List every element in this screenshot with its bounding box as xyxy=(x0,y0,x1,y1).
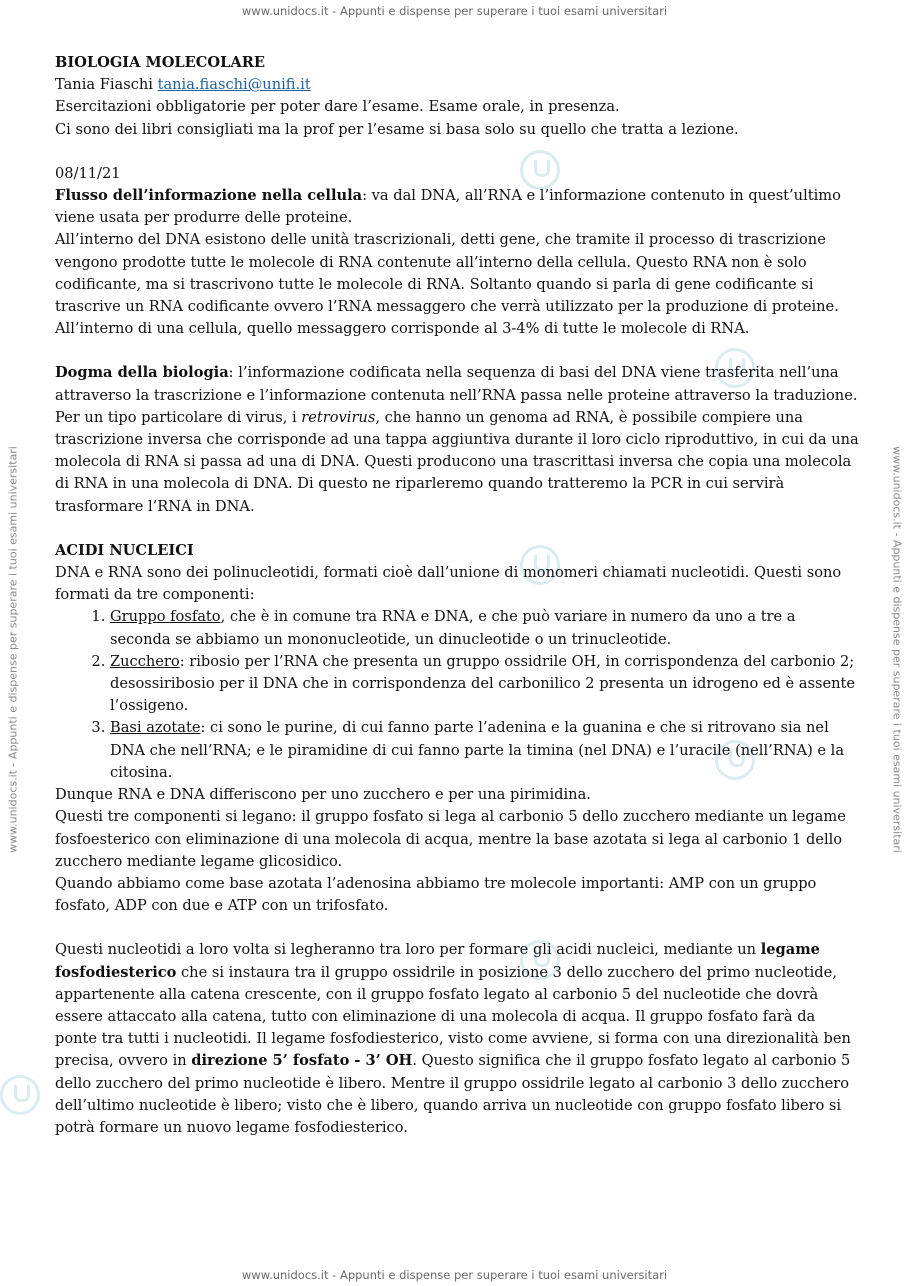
author-name: Tania Fiaschi xyxy=(55,76,153,94)
author-line xyxy=(55,74,860,96)
intro-line: Esercitazioni obbligatorie per poter dare l’esame. Esame orale, in presenza. xyxy=(55,98,620,116)
paragraph-retrovirus: Per un tipo particolare di virus, i retrovirus, che hanno un genoma ad RNA, è possibile compiere una trascrizione inversa che corrisponde ad una tappa aggiuntiva durante il loro ciclo riproduttivo, in cui da una molecola di RNA si passa ad una di DNA. Questi producono una trascrittasi inversa che copia una molecola di RNA in una molecola di DNA. Di questo ne riparleremo quando tratteremo la PCR in cui servirà trasformare l’RNA in DNA. xyxy=(55,408,859,515)
footer-watermark: www.unidocs.it - Appunti e dispense per superare i tuoi esami universitari xyxy=(241,1268,668,1282)
list-item: 3. Basi azotate: ci sono le purine, di cui fanno parte l’adenina e la guanina e che si ritrovano sia nel DNA che nell’RNA; e le piramidine di cui fanno parte la timina (nel DNA) e l’uracile (nell’RNA) e la citosina. xyxy=(110,717,860,784)
right-side-watermark: www.unidocs.it - Appunti e dispense per superare i tuoi esami universitari xyxy=(890,446,904,853)
list-item: 2. Zucchero: ribosio per l’RNA che presenta un gruppo ossidrile OH, in corrispondenza del carbonio 2; desossiribosio per il DNA che in corrispondenza del carbonilico 2 presenta un idrogeno ed è assente l’ossigeno. xyxy=(110,651,860,718)
author-email-link[interactable]: tania.fiaschi@unifi.it xyxy=(157,76,311,94)
term-flusso: Flusso dell’informazione nella cellula xyxy=(55,187,363,205)
paragraph-flusso: Flusso dell’informazione nella cellula: va dal DNA, all’RNA e l’informazione contenuto in quest’ultimo viene usata per produrre delle proteine. xyxy=(55,187,841,227)
term-dogma: Dogma della biologia xyxy=(55,364,229,382)
list-item-term: Zucchero xyxy=(110,652,180,670)
paragraph-dogma: Dogma della biologia: l’informazione codificata nella sequenza di basi del DNA viene trasferita nell’una attraverso la trascrizione e l’informazione contenuta nell’RNA passa nelle proteine attraverso la traduzione. xyxy=(55,364,858,404)
section-title-acidi-nucleici: ACIDI NUCLEICI xyxy=(55,541,194,559)
paragraph-fosfodiesterico: Questi nucleotidi a loro volta si legheranno tra loro per formare gli acidi nucleici, mediante un legame fosfodiesterico che si instaura tra il gruppo ossidrile in posizione 3 dello zucchero del primo nucleotide, appartenente alla catena crescente, con il gruppo fosfato legato al carbonio 5 del nucleotide che dovrà essere attaccato alla catena, tutto con eliminazione di una molecola di acqua. Il gruppo fosfato farà da ponte tra tutti i nucleotidi. Il legame fosfodiesterico, visto come avviene, si forma con una direzionalità ben precisa, ovvero in direzione 5’ fosfato - 3’ OH. Questo significa che il gruppo fosfato legato al carbonio 5 dello zucchero del primo nucleotide è libero. Mentre il gruppo ossidrile legato al carbonio 3 dello zucchero dell’ultimo nucleotide è libero; visto che è libero, quando arriva un nucleotide con gruppo fosfato libero si potrà formare un nuovo legame fosfodiesterico. xyxy=(55,941,851,1136)
components-list xyxy=(55,606,860,784)
document-body xyxy=(55,52,860,1139)
intro-line: Ci sono dei libri consigliati ma la prof per l’esame si basa solo su quello che tratta a lezione. xyxy=(55,120,739,138)
document-title: BIOLOGIA MOLECOLARE xyxy=(55,54,265,71)
lesson-date: 08/11/21 xyxy=(55,164,121,182)
paragraph-adenosina: Quando abbiamo come base azotata l’adenosina abbiamo tre molecole importanti: AMP con un gruppo fosfato, ADP con due e ATP con un trifosfato. xyxy=(55,874,817,915)
watermark-logo-icon xyxy=(0,1075,40,1115)
header-watermark: www.unidocs.it - Appunti e dispense per superare i tuoi esami universitari xyxy=(241,4,668,18)
left-side-watermark: www.unidocs.it - Appunti e dispense per superare i tuoi esami universitari xyxy=(6,446,20,853)
paragraph-legami: Questi tre componenti si legano: il gruppo fosfato si lega al carbonio 5 dello zucchero mediante un legame fosfoesterico con eliminazione di una molecola di acqua, mentre la base azotata si lega al carbonio 1 dello zucchero mediante legame glicosidico. xyxy=(55,808,846,870)
paragraph-unita-trascrizionali: All’interno del DNA esistono delle unità trascrizionali, detti gene, che tramite il processo di trascrizione vengono prodotte tutte le molecole di RNA contenute all’interno della cellula. Questo RNA non è solo codificante, ma si trascrivono tutte le molecole di RNA. Soltanto quando si parla di gene codificante si trascrive un RNA codificante ovvero l’RNA messaggero che verrà utilizzato per la produzione di proteine. All’interno di una cellula, quello messaggero corrisponde al 3-4% di tutte le molecole di RNA. xyxy=(55,231,839,338)
term-retrovirus: retrovirus xyxy=(301,408,376,426)
term-legame-fosfodiesterico: legame fosfodiesterico xyxy=(55,941,820,981)
paragraph-dunque: Dunque RNA e DNA differiscono per uno zucchero e per una pirimidina. xyxy=(55,786,591,804)
list-item: 1. Gruppo fosfato, che è in comune tra RNA e DNA, e che può variare in numero da uno a tre a seconda se abbiamo un mononucleotide, un dinucleotide o un trinucleotide. xyxy=(110,606,860,650)
list-item-term: Basi azotate xyxy=(110,719,201,737)
paragraph-polinucleotidi: DNA e RNA sono dei polinucleotidi, formati cioè dall’unione di monomeri chiamati nucleotidi. Questi sono formati da tre componenti: xyxy=(55,564,842,604)
term-direzione: direzione 5’ fosfato - 3’ OH xyxy=(191,1052,413,1070)
list-item-term: Gruppo fosfato xyxy=(110,608,221,626)
